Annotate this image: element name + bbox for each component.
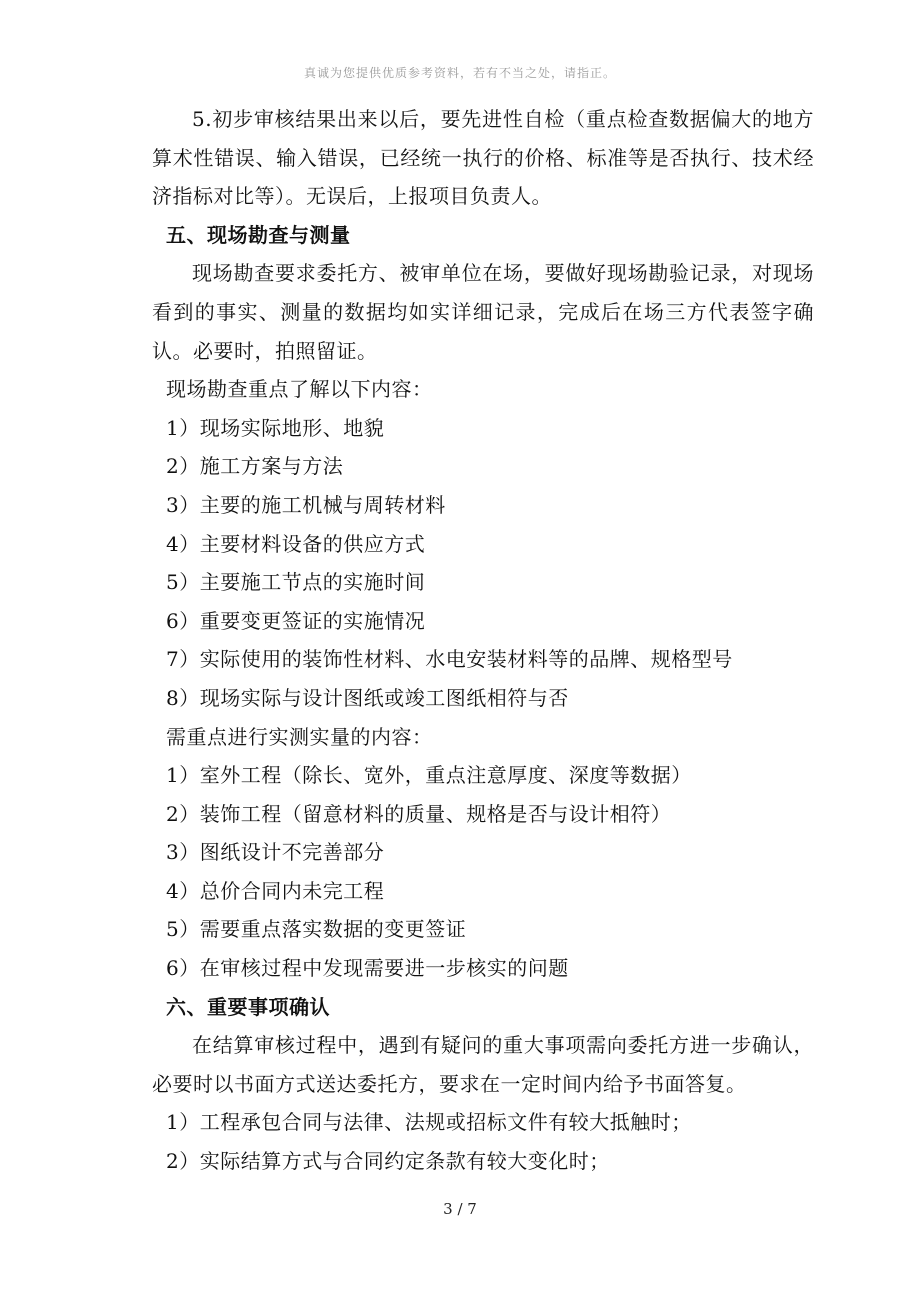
page-number: 3 / 7 bbox=[443, 1200, 477, 1218]
intro-paragraph: 5.初步审核结果出来以后，要先进性自检（重点检查数据偏大的地方算术性错误、输入错误，已经统一执行的价格、标准等是否执行、技术经济指标对比等）。无误后，上报项目负责人。 bbox=[152, 107, 814, 209]
section-5-heading: 五、现场勘查与测量 bbox=[166, 222, 351, 247]
section-6-paragraph: 在结算审核过程中，遇到有疑问的重大事项需向委托方进一步确认，必要时以书面方式送达委托方，要求在一定时间内给予书面答复。 bbox=[152, 1033, 814, 1096]
list-item: 3）图纸设计不完善部分 bbox=[166, 840, 385, 865]
list-item: 1）室外工程（除长、宽外，重点注意厚度、深度等数据） bbox=[166, 763, 692, 788]
list-item: 3）主要的施工机械与周转材料 bbox=[166, 492, 446, 517]
document-body bbox=[152, 100, 814, 1181]
list-item: 1）工程承包合同与法律、法规或招标文件有较大抵触时； bbox=[166, 1110, 692, 1135]
list-item: 6）重要变更签证的实施情况 bbox=[166, 608, 426, 633]
list-item: 4）总价合同内未完工程 bbox=[166, 878, 385, 903]
list-1-title: 现场勘查重点了解以下内容： bbox=[166, 377, 433, 402]
list-item: 2）施工方案与方法 bbox=[166, 454, 344, 479]
list-item: 6）在审核过程中发现需要进一步核实的问题 bbox=[166, 956, 569, 981]
list-2-title: 需重点进行实测实量的内容： bbox=[166, 724, 433, 749]
section-6-heading: 六、重要事项确认 bbox=[166, 994, 330, 1019]
list-item: 1）现场实际地形、地貌 bbox=[166, 415, 385, 440]
list-item: 7）实际使用的装饰性材料、水电安装材料等的品牌、规格型号 bbox=[166, 647, 733, 672]
list-item: 5）需要重点落实数据的变更签证 bbox=[166, 917, 467, 942]
list-item: 8）现场实际与设计图纸或竣工图纸相符与否 bbox=[166, 685, 569, 710]
list-item: 5）主要施工节点的实施时间 bbox=[166, 570, 426, 595]
header-watermark: 真诚为您提供优质参考资料，若有不当之处，请指正。 bbox=[303, 66, 616, 80]
list-item: 4）主要材料设备的供应方式 bbox=[166, 531, 426, 556]
list-item: 2）装饰工程（留意材料的质量、规格是否与设计相符） bbox=[166, 801, 672, 826]
list-item: 2）实际结算方式与合同约定条款有较大变化时； bbox=[166, 1149, 610, 1174]
section-5-paragraph: 现场勘查要求委托方、被审单位在场，要做好现场勘验记录，对现场看到的事实、测量的数据均如实详细记录，完成后在场三方代表签字确认。必要时，拍照留证。 bbox=[152, 261, 814, 363]
